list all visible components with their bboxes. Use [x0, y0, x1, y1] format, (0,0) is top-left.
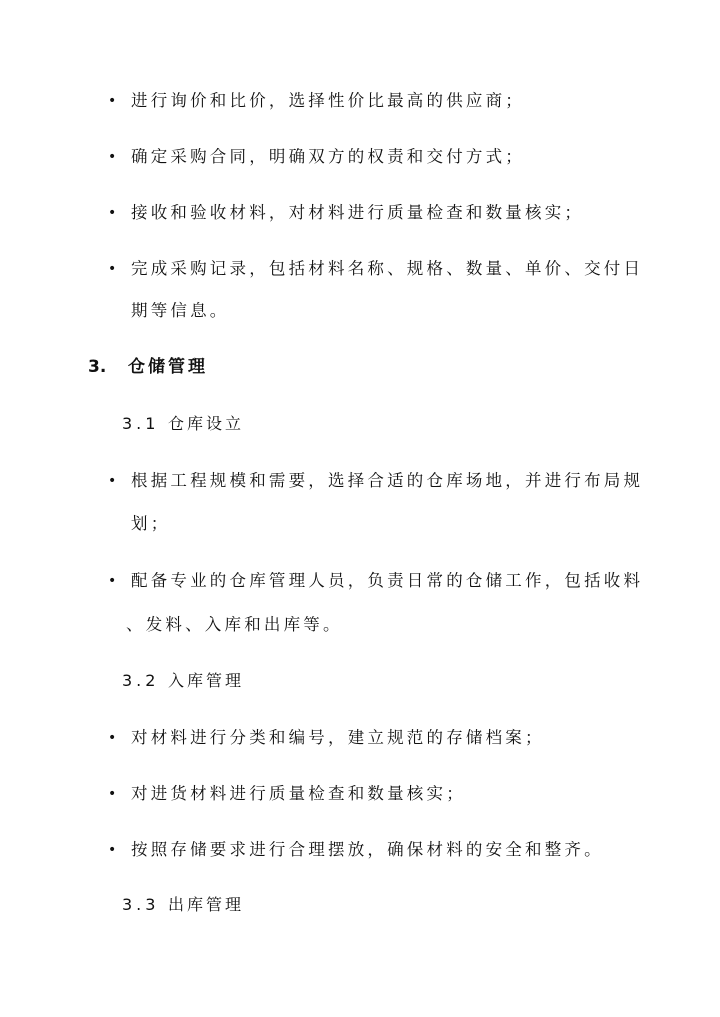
section-heading	[88, 356, 208, 378]
bullet-text: 根据工程规模和需要，选择合适的仓库场地，并进行布局规	[131, 471, 644, 490]
bullet-marker: •	[108, 93, 117, 109]
subsection-heading	[122, 413, 244, 435]
subsection-title: 出库管理	[168, 895, 245, 914]
bullet-marker: •	[108, 473, 117, 489]
section-number: 3.	[88, 357, 107, 377]
subsection-number: 3.1	[122, 414, 160, 433]
subsection-title: 入库管理	[168, 671, 245, 690]
bullet-text: 对进货材料进行质量检查和数量核实；	[131, 784, 466, 803]
bullet-marker: •	[108, 573, 117, 589]
subsection-title: 仓库设立	[168, 414, 245, 433]
bullet-marker: •	[108, 842, 117, 858]
subsection-heading	[122, 670, 244, 692]
bullet-text-continuation: 、发料、入库和出库等。	[126, 615, 343, 634]
subsection-number: 3.3	[122, 895, 160, 914]
bullet-marker: •	[108, 730, 117, 746]
bullet-text: 对材料进行分类和编号，建立规范的存储档案；	[131, 728, 545, 747]
section-title: 仓储管理	[128, 357, 208, 377]
subsection-heading	[122, 894, 244, 916]
bullet-marker: •	[108, 786, 117, 802]
bullet-text: 配备专业的仓库管理人员，负责日常的仓储工作，包括收料	[131, 571, 644, 590]
bullet-text: 确定采购合同，明确双方的权责和交付方式；	[131, 147, 525, 166]
bullet-text: 按照存储要求进行合理摆放，确保材料的安全和整齐。	[131, 840, 604, 859]
bullet-text: 接收和验收材料，对材料进行质量检查和数量核实；	[131, 203, 585, 222]
bullet-text-continuation: 划；	[131, 514, 171, 533]
subsection-number: 3.2	[122, 671, 160, 690]
bullet-text: 完成采购记录，包括材料名称、规格、数量、单价、交付日	[131, 259, 644, 278]
bullet-marker: •	[108, 149, 117, 165]
bullet-text: 进行询价和比价，选择性价比最高的供应商；	[131, 91, 525, 110]
bullet-marker: •	[108, 261, 117, 277]
bullet-text-continuation: 期等信息。	[131, 301, 230, 320]
bullet-marker: •	[108, 205, 117, 221]
